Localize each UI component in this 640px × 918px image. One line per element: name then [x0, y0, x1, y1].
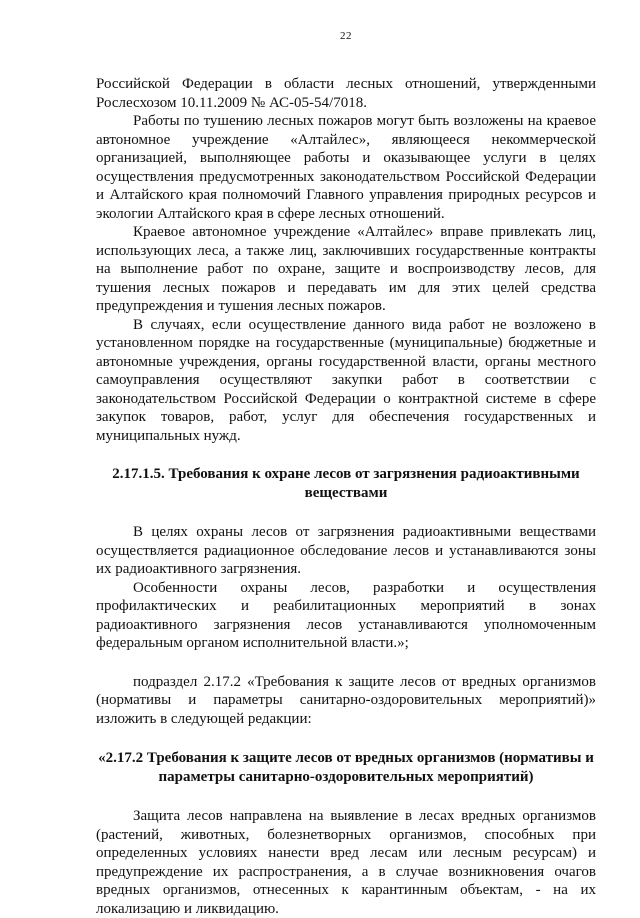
paragraph-procurement: В случаях, если осуществление данного вида работ не возложено в установленном порядке на государственные (муниципальные) бюджетные и автономные учреждения, органы государственной власти, органы местного самоуправления осуществляют закупки работ в соответствии с законодательством Российской Федерации о контрактной системе в сфере закупок товаров, работ, услуг для обеспечения государственных и муниципальных нужд. [96, 316, 596, 444]
pest-section [96, 807, 596, 918]
paragraph-altayles-rights: Краевое автономное учреждение «Алтайлес» вправе привлекать лиц, использующих леса, а также лиц, заключивших государственные контракты на выполнение работ по охране, защите и воспроизводству лесов, для тушения лесных пожаров и передавать им для этих целей средства предупреждения и тушения лесных пожаров. [96, 224, 596, 314]
paragraph-amendment-instruction: подраздел 2.17.2 «Требования к защите лесов от вредных организмов (нормативы и параметры санитарно-оздоровительных мероприятий)» изложить в следующей редакции: [96, 673, 596, 727]
page-number: 22 [340, 30, 352, 42]
heading-pest-protection: «2.17.2 Требования к защите лесов от вредных организмов (нормативы и параметры санитарно-оздоровительных мероприятий) [98, 750, 594, 785]
amendment-section [96, 673, 596, 729]
heading-radioactive-protection: 2.17.1.5. Требования к охране лесов от загрязнения радиоактивными веществами [112, 466, 580, 501]
paragraph-radiation-survey: В целях охраны лесов от загрязнения радиоактивными веществами осуществляется радиационное обследование лесов и устанавливаются зоны их радиоактивного загрязнения. [96, 524, 596, 577]
paragraph-pest-protection: Защита лесов направлена на выявление в лесах вредных организмов (растений, животных, болезнетворных организмов, способных при определенных условиях нанести вред лесам или лесным ресурсам) и предупреждение их распространения, а в случае возникновения очагов вредных организмов, отнесенных к карантинным объектам, - на их локализацию и ликвидацию. [96, 808, 596, 917]
radioactive-section [96, 523, 596, 653]
paragraph-altayles-duties: Работы по тушению лесных пожаров могут быть возложены на краевое автономное учреждение «Алтайлес», являющееся некоммерческой организацией, выполняющее работы и оказывающее услуги в целях осуществления предусмотренных законодательством Российской Федерации и Алтайского края полномочий Главного управления природных ресурсов и экологии Алтайского края в сфере лесных отношений. [96, 113, 596, 222]
paragraph-radiation-features: Особенности охраны лесов, разработки и осуществления профилактических и реабилитационных мероприятий в зонах радиоактивного загрязнения лесов устанавливаются уполномоченным федеральным органом исполнительной власти.»; [96, 579, 596, 651]
paragraph-continuation: Российской Федерации в области лесных отношений, утвержденными Рослесхозом 10.11.2009 № АС-05-54/7018. [96, 76, 596, 111]
forest-fire-section [96, 75, 596, 445]
